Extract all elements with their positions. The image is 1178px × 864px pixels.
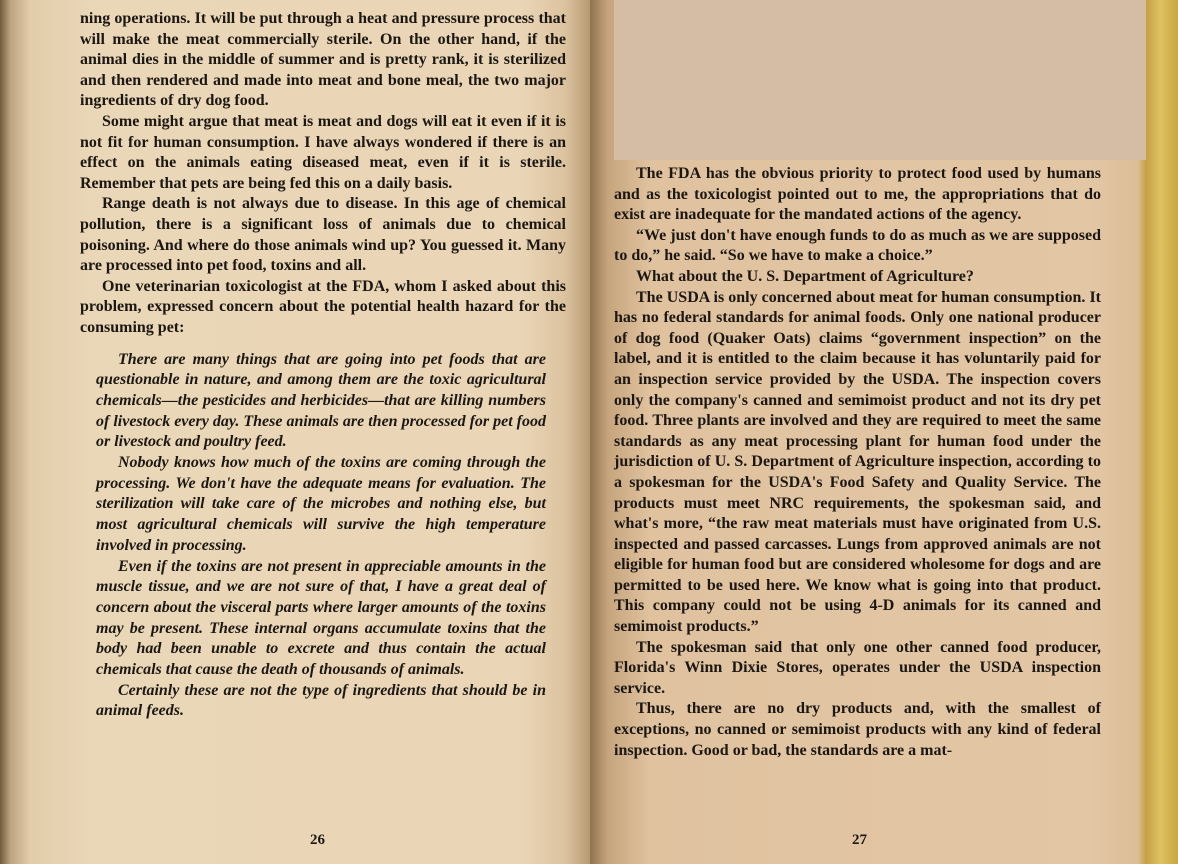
block-quote xyxy=(80,350,566,723)
quote-paragraph: Even if the toxins are not present in appreciable amounts in the muscle tissue, and we are not sure of that, I have a great deal of concern about the visceral parts where larger amounts of the toxins may be present. These internal organs accumulate toxins that the body had been unable to excrete and thus contain the actual chemicals that cause the death of thousands of animals. xyxy=(96,557,546,679)
right-paragraph: The FDA has the obvious priority to protect food used by humans and as the toxicologist pointed out to me, the appropriations that do exist are inadequate for the mandated actions of the agency. xyxy=(614,165,1101,224)
left-paragraph: Range death is not always due to disease. In this age of chemical pollution, there is a significant loss of animals due to chemical poisoning. And where do those animals wind up? You guessed it. Many are processed into pet food, toxins and all. xyxy=(80,195,566,275)
right-paragraph: The USDA is only concerned about meat for human consumption. It has no federal standards for animal foods. Only one national producer of dog food (Quaker Oats) claims “government inspection” on the label, and it is entitled to the claim because it has voluntarily paid for an inspection service provided by the USDA. The inspection covers only the company's canned and semimoist product and not its dry pet food. Three plants are involved and they are required to meet the same standards as any meat processing plant for human food under the jurisdiction of U. S. Department of Agriculture inspection, according to a spokesman for the USDA's Food Safety and Quality Service. The products must meet NRC requirements, the spokesman said, and what's more, “the raw meat materials must have originated from U.S. inspected and passed carcasses. Lungs from approved animals are not eligible for human food but are considered wholesome for dogs and are permitted to be used here. We know what is going into that product. This company could not be using 4-D animals for its canned and semimoist products.” xyxy=(614,288,1101,636)
right-paragraph: What about the U. S. Department of Agriculture? xyxy=(636,267,974,285)
right-paragraph: The spokesman said that only one other canned food producer, Florida's Winn Dixie Stores, operates under the USDA inspection service. xyxy=(614,638,1101,697)
quote-paragraph: Certainly these are not the type of ingredients that should be in animal feeds. xyxy=(96,681,546,720)
right-paragraph: “We just don't have enough funds to do as much as we are supposed to do,” he said. “So we have to make a choice.” xyxy=(614,226,1101,265)
right-page xyxy=(590,0,1178,864)
blank-patch xyxy=(614,0,1146,160)
right-page-text xyxy=(614,164,1101,761)
left-paragraph: ning operations. It will be put through a heat and pressure process that will make the meat commercially sterile. On the other hand, if the animal dies in the middle of summer and is pretty rank, it is sterilized and then rendered and made into meat and bone meal, the two major ingredients of dry dog food. xyxy=(80,10,566,110)
left-page-text xyxy=(80,9,566,722)
page-number-right: 27 xyxy=(852,832,867,848)
quote-paragraph: There are many things that are going into pet foods that are questionable in nature, and among them are the toxic agricultural chemicals—the pesticides and herbicides—that are killing numbers of livestock every day. These animals are then processed for pet food or livestock and poultry feed. xyxy=(96,350,546,451)
page-number-left: 26 xyxy=(310,832,325,848)
right-paragraph: Thus, there are no dry products and, with the smallest of exceptions, no canned or semimoist products with any kind of federal inspection. Good or bad, the standards are a mat- xyxy=(614,700,1101,759)
left-paragraph: One veterinarian toxicologist at the FDA, whom I asked about this problem, expressed concern about the potential health hazard for the consuming pet: xyxy=(80,277,566,336)
left-paragraph: Some might argue that meat is meat and dogs will eat it even if it is not fit for human consumption. I have always wondered if there is an effect on the animals eating diseased meat, even if it is sterile. Remember that pets are being fed this on a daily basis. xyxy=(80,112,566,192)
quote-paragraph: Nobody knows how much of the toxins are coming through the processing. We don't have the adequate means for evaluation. The sterilization will take care of the microbes and nothing else, but most agricultural chemicals will survive the high temperature involved in processing. xyxy=(96,454,546,554)
